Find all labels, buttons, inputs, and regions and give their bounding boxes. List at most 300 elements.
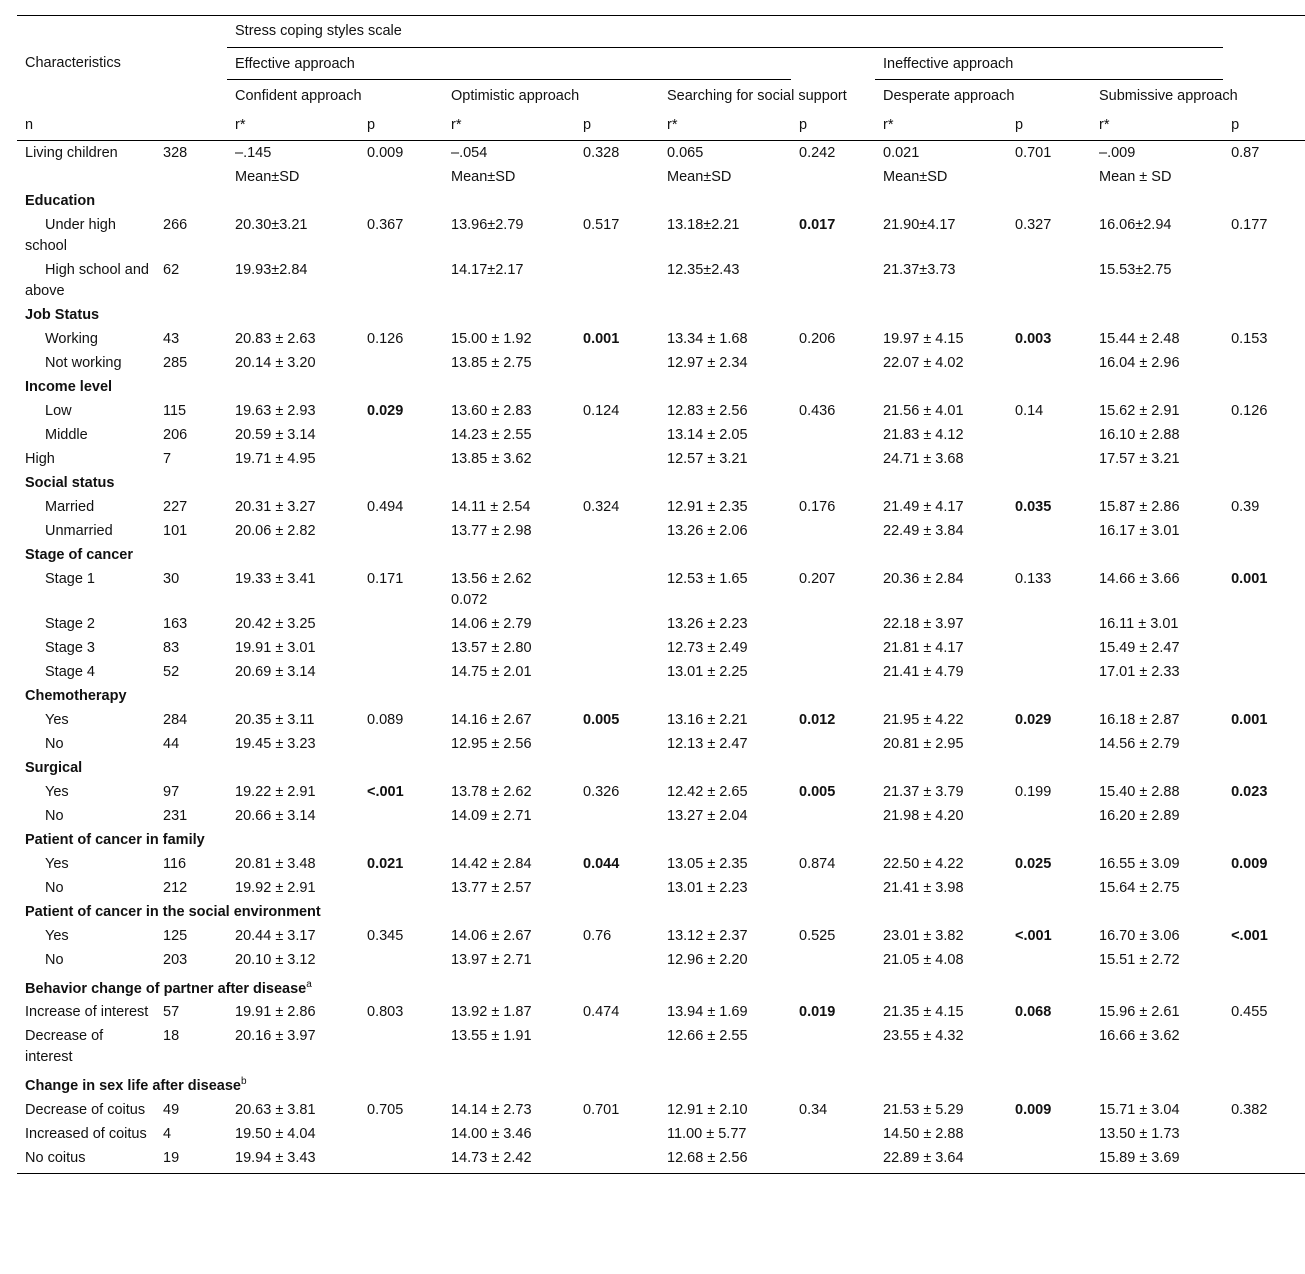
submissive-r-cell xyxy=(1091,708,1223,732)
confident-r-value: 19.50 ± 4.04 xyxy=(235,1126,316,1143)
optimistic-r-value: 13.96±2.79 xyxy=(451,216,524,233)
desperate-r-value: 23.01 ± 3.82 xyxy=(883,927,964,944)
searching-p-cell xyxy=(791,948,875,972)
desperate-p-cell xyxy=(1007,327,1091,351)
n-cell xyxy=(155,1147,227,1174)
confident-p-value: 0.029 xyxy=(367,402,404,419)
desperate-p-value: 0.701 xyxy=(1015,144,1052,161)
desperate-r-cell xyxy=(875,423,1007,447)
row-label: Living children xyxy=(25,144,118,161)
confident-p-cell xyxy=(359,948,443,972)
confident-p-cell xyxy=(359,351,443,375)
searching-p-cell xyxy=(791,1147,875,1174)
searching-r-cell xyxy=(659,1147,791,1174)
desperate-p-value: 0.327 xyxy=(1015,216,1052,233)
optimistic-r-cell xyxy=(443,213,575,258)
optimistic-r-value: 14.17±2.17 xyxy=(451,261,524,278)
optimistic-p-cell xyxy=(575,804,659,828)
searching-p-cell xyxy=(791,399,875,423)
table-row xyxy=(17,924,1305,948)
optimistic-p-value: 0.044 xyxy=(583,855,620,872)
desperate-p-cell xyxy=(1007,876,1091,900)
optimistic-p-value: 0.328 xyxy=(583,144,620,161)
row-label: Increase of interest xyxy=(25,1004,149,1021)
searching-r-cell xyxy=(659,1099,791,1123)
desperate-p-cell xyxy=(1007,258,1091,303)
searching-p-value: 0.207 xyxy=(799,570,836,587)
searching-p-value: 0.874 xyxy=(799,855,836,872)
confident-r-value: 19.94 ± 3.43 xyxy=(235,1150,316,1167)
searching-r-cell xyxy=(659,327,791,351)
optimistic-r-cell xyxy=(443,519,575,543)
optimistic-p-cell xyxy=(575,1099,659,1123)
submissive-p-value: 0.126 xyxy=(1231,402,1268,419)
section-row xyxy=(17,684,1305,708)
desperate-r-value: 0.021 xyxy=(883,144,920,161)
submissive-r-cell xyxy=(1091,780,1223,804)
table-row xyxy=(17,495,1305,519)
confident-r-cell xyxy=(227,876,359,900)
optimistic-r-value: 14.06 ± 2.67 xyxy=(451,927,532,944)
searching-r-cell xyxy=(659,141,791,166)
desperate-r-cell xyxy=(875,876,1007,900)
searching-p-value: 0.005 xyxy=(799,783,836,800)
submissive-r-cell xyxy=(1091,1123,1223,1147)
section-row xyxy=(17,828,1305,852)
desperate-p-value: 0.003 xyxy=(1015,330,1052,347)
confident-p-value: 0.089 xyxy=(367,711,404,728)
desperate-p-cell xyxy=(1007,1025,1091,1070)
confident-r-cell xyxy=(227,399,359,423)
confident-p-value: 0.705 xyxy=(367,1102,404,1119)
submissive-p-cell xyxy=(1223,708,1305,732)
optimistic-p-value: 0.001 xyxy=(583,330,620,347)
confident-r-cell xyxy=(227,660,359,684)
desperate-r-value: 21.83 ± 4.12 xyxy=(883,426,964,443)
searching-r-value: Mean±SD xyxy=(667,168,732,185)
confident-r-value: 20.83 ± 2.63 xyxy=(235,330,316,347)
table-row xyxy=(17,948,1305,972)
submissive-r-cell xyxy=(1091,876,1223,900)
optimistic-r-cell xyxy=(443,732,575,756)
confident-p-cell xyxy=(359,660,443,684)
optimistic-r-value: 13.56 ± 2.62 0.072 xyxy=(451,570,532,608)
desperate-r-value: 21.41 ± 3.98 xyxy=(883,879,964,896)
n-cell xyxy=(155,780,227,804)
submissive-r-value: 15.71 ± 3.04 xyxy=(1099,1102,1180,1119)
desperate-r-value: 21.35 ± 4.15 xyxy=(883,1004,964,1021)
optimistic-p-cell xyxy=(575,351,659,375)
n-cell xyxy=(155,708,227,732)
submissive-r-cell xyxy=(1091,327,1223,351)
n-value: 44 xyxy=(163,735,180,752)
optimistic-r-cell xyxy=(443,1123,575,1147)
submissive-r-value: 15.51 ± 2.72 xyxy=(1099,951,1180,968)
desperate-r-cell xyxy=(875,213,1007,258)
searching-r-value: 12.97 ± 2.34 xyxy=(667,354,748,371)
n-value: 49 xyxy=(163,1102,180,1119)
searching-p-cell xyxy=(791,519,875,543)
optimistic-approach-header: Optimistic approach xyxy=(451,88,580,104)
table-row xyxy=(17,612,1305,636)
submissive-r-value: 16.18 ± 2.87 xyxy=(1099,711,1180,728)
row-label: No coitus xyxy=(17,1147,155,1174)
n-value: 284 xyxy=(163,711,188,728)
submissive-r-cell xyxy=(1091,732,1223,756)
submissive-r-cell xyxy=(1091,423,1223,447)
searching-r-value: 13.05 ± 2.35 xyxy=(667,855,748,872)
desperate-r-value: 23.55 ± 4.32 xyxy=(883,1028,964,1045)
desperate-r-cell xyxy=(875,567,1007,612)
desperate-r-value: 21.53 ± 5.29 xyxy=(883,1102,964,1119)
desperate-r-cell xyxy=(875,258,1007,303)
searching-r-cell xyxy=(659,258,791,303)
n-cell xyxy=(155,351,227,375)
row-label xyxy=(17,165,155,189)
confident-r-cell xyxy=(227,732,359,756)
row-label: Unmarried xyxy=(45,522,113,539)
n-value: 4 xyxy=(163,1126,172,1143)
desperate-r-value: 22.89 ± 3.64 xyxy=(883,1150,964,1167)
optimistic-r-value: 14.16 ± 2.67 xyxy=(451,711,532,728)
confident-r-value: 20.06 ± 2.82 xyxy=(235,522,316,539)
optimistic-r-cell xyxy=(443,1001,575,1025)
submissive-r-value: 16.06±2.94 xyxy=(1099,216,1172,233)
section-label: Chemotherapy xyxy=(25,687,127,704)
optimistic-r-value: 14.42 ± 2.84 xyxy=(451,855,532,872)
row-label: No xyxy=(45,951,64,968)
desperate-r-value: Mean±SD xyxy=(883,168,948,185)
section-row xyxy=(17,471,1305,495)
desperate-r-value: 20.81 ± 2.95 xyxy=(883,735,964,752)
searching-r-cell xyxy=(659,876,791,900)
desperate-p-value: 0.14 xyxy=(1015,402,1044,419)
optimistic-r-cell xyxy=(443,165,575,189)
section-row xyxy=(17,189,1305,213)
submissive-r-value: 15.87 ± 2.86 xyxy=(1099,498,1180,515)
optimistic-r-value: 13.97 ± 2.71 xyxy=(451,951,532,968)
searching-r-cell xyxy=(659,780,791,804)
confident-p-cell xyxy=(359,780,443,804)
n-value: 163 xyxy=(163,615,188,632)
confident-r-value: 20.35 ± 3.11 xyxy=(235,711,315,728)
optimistic-r-cell xyxy=(443,495,575,519)
desperate-r-cell xyxy=(875,1147,1007,1174)
row-label: Stage 4 xyxy=(45,663,95,680)
n-value: 43 xyxy=(163,330,180,347)
desperate-p-cell xyxy=(1007,948,1091,972)
table-row xyxy=(17,732,1305,756)
optimistic-r-value: 14.14 ± 2.73 xyxy=(451,1102,532,1119)
confident-r-cell xyxy=(227,708,359,732)
desperate-p-cell xyxy=(1007,852,1091,876)
optimistic-r-cell xyxy=(443,804,575,828)
n-value: 266 xyxy=(163,216,188,233)
table-row xyxy=(17,327,1305,351)
desperate-p-cell xyxy=(1007,708,1091,732)
characteristics-header: Characteristics xyxy=(17,16,155,112)
submissive-p-cell xyxy=(1223,924,1305,948)
searching-p-cell xyxy=(791,660,875,684)
footnote-marker: a xyxy=(306,978,312,990)
desperate-r-cell xyxy=(875,1001,1007,1025)
searching-r-value: 12.73 ± 2.49 xyxy=(667,639,748,656)
desperate-r-value: 21.81 ± 4.17 xyxy=(883,639,964,656)
optimistic-p-cell xyxy=(575,780,659,804)
submissive-r-value: –.009 xyxy=(1099,144,1136,161)
optimistic-p-cell xyxy=(575,567,659,612)
confident-p-value: 0.494 xyxy=(367,498,404,515)
searching-r-cell xyxy=(659,660,791,684)
searching-r-value: 13.94 ± 1.69 xyxy=(667,1004,748,1021)
submissive-r-cell xyxy=(1091,852,1223,876)
desperate-p-cell xyxy=(1007,1123,1091,1147)
searching-p-cell xyxy=(791,612,875,636)
confident-p-cell xyxy=(359,141,443,166)
table-row xyxy=(17,423,1305,447)
submissive-p-value: 0.382 xyxy=(1231,1102,1268,1119)
desperate-r-cell xyxy=(875,495,1007,519)
searching-r-cell xyxy=(659,399,791,423)
optimistic-r-value: 14.75 ± 2.01 xyxy=(451,663,532,680)
confident-r-cell xyxy=(227,567,359,612)
submissive-p-value: 0.177 xyxy=(1231,216,1268,233)
n-cell xyxy=(155,1099,227,1123)
desperate-p-cell xyxy=(1007,141,1091,166)
submissive-p-cell xyxy=(1223,351,1305,375)
optimistic-p-cell xyxy=(575,876,659,900)
searching-p-value: 0.176 xyxy=(799,498,836,515)
searching-r-value: 13.14 ± 2.05 xyxy=(667,426,748,443)
desperate-p-cell xyxy=(1007,732,1091,756)
optimistic-r-cell xyxy=(443,948,575,972)
n-value: 231 xyxy=(163,807,188,824)
n-value: 83 xyxy=(163,639,180,656)
optimistic-p-cell xyxy=(575,495,659,519)
n-value: 30 xyxy=(163,570,180,587)
table-row xyxy=(17,447,1305,471)
searching-p-cell xyxy=(791,876,875,900)
confident-r-cell xyxy=(227,423,359,447)
desperate-r-cell xyxy=(875,399,1007,423)
confident-r-cell xyxy=(227,780,359,804)
searching-p-value: 0.017 xyxy=(799,216,836,233)
submissive-p-cell xyxy=(1223,660,1305,684)
scale-header: Stress coping styles scale xyxy=(227,16,1223,48)
searching-p-cell xyxy=(791,852,875,876)
searching-p-cell xyxy=(791,804,875,828)
row-label: No xyxy=(45,879,64,896)
table-row xyxy=(17,213,1305,258)
optimistic-p-cell xyxy=(575,924,659,948)
submissive-r-value: 15.89 ± 3.69 xyxy=(1099,1150,1180,1167)
submissive-r-cell xyxy=(1091,258,1223,303)
confident-r-cell xyxy=(227,924,359,948)
searching-r-cell xyxy=(659,165,791,189)
desperate-p-value: 0.068 xyxy=(1015,1004,1052,1021)
searching-r-cell xyxy=(659,1123,791,1147)
n-value: 62 xyxy=(163,261,180,278)
submissive-r-value: 16.11 ± 3.01 xyxy=(1099,615,1179,632)
desperate-r-cell xyxy=(875,351,1007,375)
optimistic-r-cell xyxy=(443,876,575,900)
optimistic-r-cell xyxy=(443,660,575,684)
row-label: Not working xyxy=(45,354,122,371)
searching-p-value: 0.206 xyxy=(799,330,836,347)
desperate-r-value: 19.97 ± 4.15 xyxy=(883,330,964,347)
searching-p-cell xyxy=(791,327,875,351)
optimistic-p-value: 0.517 xyxy=(583,216,620,233)
confident-r-cell xyxy=(227,519,359,543)
searching-r-cell xyxy=(659,1001,791,1025)
confident-p-cell xyxy=(359,258,443,303)
n-value: 116 xyxy=(163,855,187,872)
desperate-r-cell xyxy=(875,852,1007,876)
row-label: Yes xyxy=(45,927,69,944)
confident-r-value: 20.30±3.21 xyxy=(235,216,308,233)
submissive-r-cell xyxy=(1091,612,1223,636)
optimistic-p-cell xyxy=(575,636,659,660)
searching-p-cell xyxy=(791,495,875,519)
submissive-p-cell xyxy=(1223,141,1305,166)
submissive-p-cell xyxy=(1223,948,1305,972)
n-value: 227 xyxy=(163,498,188,515)
confident-p-cell xyxy=(359,1123,443,1147)
confident-p-cell xyxy=(359,213,443,258)
submissive-r-cell xyxy=(1091,924,1223,948)
confident-r-cell xyxy=(227,165,359,189)
searching-p-cell xyxy=(791,141,875,166)
optimistic-p-cell xyxy=(575,423,659,447)
p-header: p xyxy=(359,111,443,141)
submissive-p-cell xyxy=(1223,876,1305,900)
confident-r-cell xyxy=(227,495,359,519)
searching-r-value: 12.35±2.43 xyxy=(667,261,740,278)
confident-r-value: 19.33 ± 3.41 xyxy=(235,570,316,587)
submissive-r-value: 14.66 ± 3.66 xyxy=(1099,570,1180,587)
searching-r-cell xyxy=(659,732,791,756)
confident-r-value: 20.63 ± 3.81 xyxy=(235,1102,316,1119)
submissive-r-value: Mean ± SD xyxy=(1099,168,1172,185)
n-value: 328 xyxy=(163,144,188,161)
submissive-p-cell xyxy=(1223,165,1305,189)
searching-r-value: 13.01 ± 2.23 xyxy=(667,879,748,896)
searching-p-cell xyxy=(791,708,875,732)
submissive-r-cell xyxy=(1091,351,1223,375)
optimistic-r-cell xyxy=(443,708,575,732)
confident-r-cell xyxy=(227,1099,359,1123)
section-row xyxy=(17,303,1305,327)
confident-r-value: 20.44 ± 3.17 xyxy=(235,927,316,944)
desperate-p-cell xyxy=(1007,567,1091,612)
n-cell xyxy=(155,213,227,258)
row-label: High xyxy=(25,450,55,467)
submissive-p-value: 0.023 xyxy=(1231,783,1268,800)
n-cell xyxy=(155,399,227,423)
row-label: Stage 1 xyxy=(45,570,95,587)
n-cell xyxy=(155,804,227,828)
row-label: No xyxy=(45,807,64,824)
submissive-r-value: 15.53±2.75 xyxy=(1099,261,1172,278)
section-label: Job Status xyxy=(25,306,100,323)
submissive-r-cell xyxy=(1091,165,1223,189)
searching-p-cell xyxy=(791,1123,875,1147)
table-row xyxy=(17,852,1305,876)
searching-p-cell xyxy=(791,351,875,375)
n-cell xyxy=(155,165,227,189)
optimistic-p-cell xyxy=(575,948,659,972)
submissive-p-cell xyxy=(1223,495,1305,519)
desperate-p-value: 0.199 xyxy=(1015,783,1052,800)
optimistic-p-cell xyxy=(575,399,659,423)
row-label: No xyxy=(45,735,64,752)
n-cell xyxy=(155,519,227,543)
confident-r-cell xyxy=(227,213,359,258)
optimistic-p-value: 0.326 xyxy=(583,783,620,800)
section-label: Surgical xyxy=(25,759,83,776)
submissive-p-cell xyxy=(1223,780,1305,804)
searching-r-cell xyxy=(659,612,791,636)
submissive-r-value: 15.96 ± 2.61 xyxy=(1099,1004,1180,1021)
confident-r-cell xyxy=(227,351,359,375)
optimistic-r-value: Mean±SD xyxy=(451,168,516,185)
desperate-p-value: 0.029 xyxy=(1015,711,1052,728)
submissive-p-cell xyxy=(1223,213,1305,258)
searching-p-cell xyxy=(791,213,875,258)
submissive-p-cell xyxy=(1223,399,1305,423)
desperate-p-value: <.001 xyxy=(1015,927,1052,944)
optimistic-p-cell xyxy=(575,519,659,543)
confident-p-value: 0.009 xyxy=(367,144,404,161)
submissive-p-cell xyxy=(1223,612,1305,636)
optimistic-p-cell xyxy=(575,1123,659,1147)
desperate-r-cell xyxy=(875,447,1007,471)
confident-r-value: 19.91 ± 2.86 xyxy=(235,1004,316,1021)
submissive-r-value: 17.57 ± 3.21 xyxy=(1099,450,1180,467)
submissive-p-value: 0.39 xyxy=(1231,498,1260,515)
submissive-p-value: 0.009 xyxy=(1231,855,1268,872)
optimistic-p-cell xyxy=(575,258,659,303)
desperate-p-cell xyxy=(1007,351,1091,375)
n-value: 19 xyxy=(163,1150,180,1167)
optimistic-r-cell xyxy=(443,327,575,351)
confident-r-cell xyxy=(227,447,359,471)
confident-approach-header: Confident approach xyxy=(235,88,362,104)
searching-r-value: 13.18±2.21 xyxy=(667,216,740,233)
n-cell xyxy=(155,924,227,948)
confident-r-value: 20.59 ± 3.14 xyxy=(235,426,316,443)
submissive-p-cell xyxy=(1223,327,1305,351)
desperate-r-value: 22.07 ± 4.02 xyxy=(883,354,964,371)
submissive-r-value: 16.17 ± 3.01 xyxy=(1099,522,1180,539)
searching-p-cell xyxy=(791,780,875,804)
desperate-r-value: 21.37 ± 3.79 xyxy=(883,783,964,800)
searching-r-value: 13.34 ± 1.68 xyxy=(667,330,748,347)
optimistic-r-cell xyxy=(443,567,575,612)
desperate-r-value: 22.18 ± 3.97 xyxy=(883,615,964,632)
optimistic-r-value: 14.23 ± 2.55 xyxy=(451,426,532,443)
confident-p-cell xyxy=(359,495,443,519)
desperate-p-cell xyxy=(1007,612,1091,636)
searching-r-cell xyxy=(659,708,791,732)
section-label: Social status xyxy=(25,474,115,491)
searching-p-value: 0.525 xyxy=(799,927,836,944)
searching-r-value: 12.91 ± 2.35 xyxy=(667,498,748,515)
r-header: r* xyxy=(443,111,575,141)
row-label: Low xyxy=(45,402,72,419)
desperate-p-value: 0.025 xyxy=(1015,855,1052,872)
searching-p-cell xyxy=(791,924,875,948)
